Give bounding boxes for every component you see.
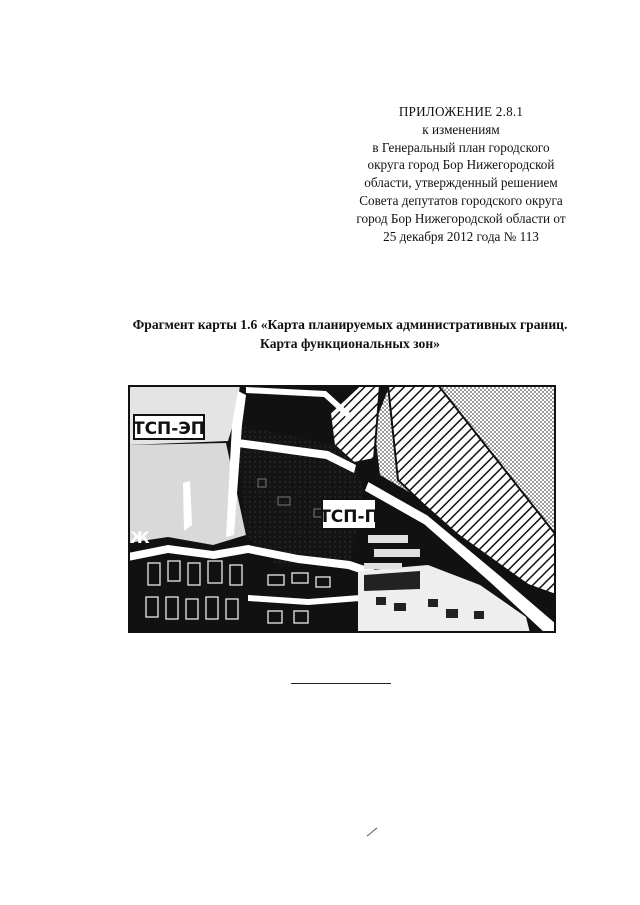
appendix-line: 25 декабря 2012 года № 113 (383, 228, 539, 244)
map-building (474, 611, 484, 619)
map-building (376, 597, 386, 605)
map-building (428, 599, 438, 607)
appendix-block (330, 103, 592, 245)
map-caption-line-2: Карта функциональных зон» (260, 335, 440, 351)
map-image (128, 385, 556, 633)
map-building-strip (368, 535, 408, 543)
appendix-line: город Бор Нижегородской области от (356, 210, 566, 226)
separator-line (291, 683, 391, 684)
map-building (394, 603, 406, 611)
map-label-tsp-p (319, 499, 379, 529)
appendix-line: Совета депутатов городского округа (359, 192, 563, 208)
appendix-line: области, утвержденный решением (364, 175, 558, 191)
appendix-line: в Генеральный план городского (372, 139, 550, 155)
map-building-strip (374, 549, 420, 557)
map-label-tsp-p-text: ТСП-П (319, 507, 379, 527)
pen-mark-icon (366, 826, 378, 838)
map-label-tsp-ep (133, 415, 205, 439)
map-label-tsp-ep-text: ТСП-ЭП (132, 419, 206, 439)
appendix-line: к изменениям (422, 121, 500, 137)
map-label-zh: Ж (130, 528, 150, 547)
appendix-title: ПРИЛОЖЕНИЕ 2.8.1 (398, 104, 524, 119)
map-building (446, 609, 458, 618)
map-building-strip (364, 563, 402, 569)
map-fragment (128, 385, 556, 633)
map-caption (60, 316, 640, 353)
map-caption-line-1: Фрагмент карты 1.6 «Карта планируемых административных границ. (132, 317, 568, 332)
appendix-line: округа город Бор Нижегородской (367, 157, 555, 173)
